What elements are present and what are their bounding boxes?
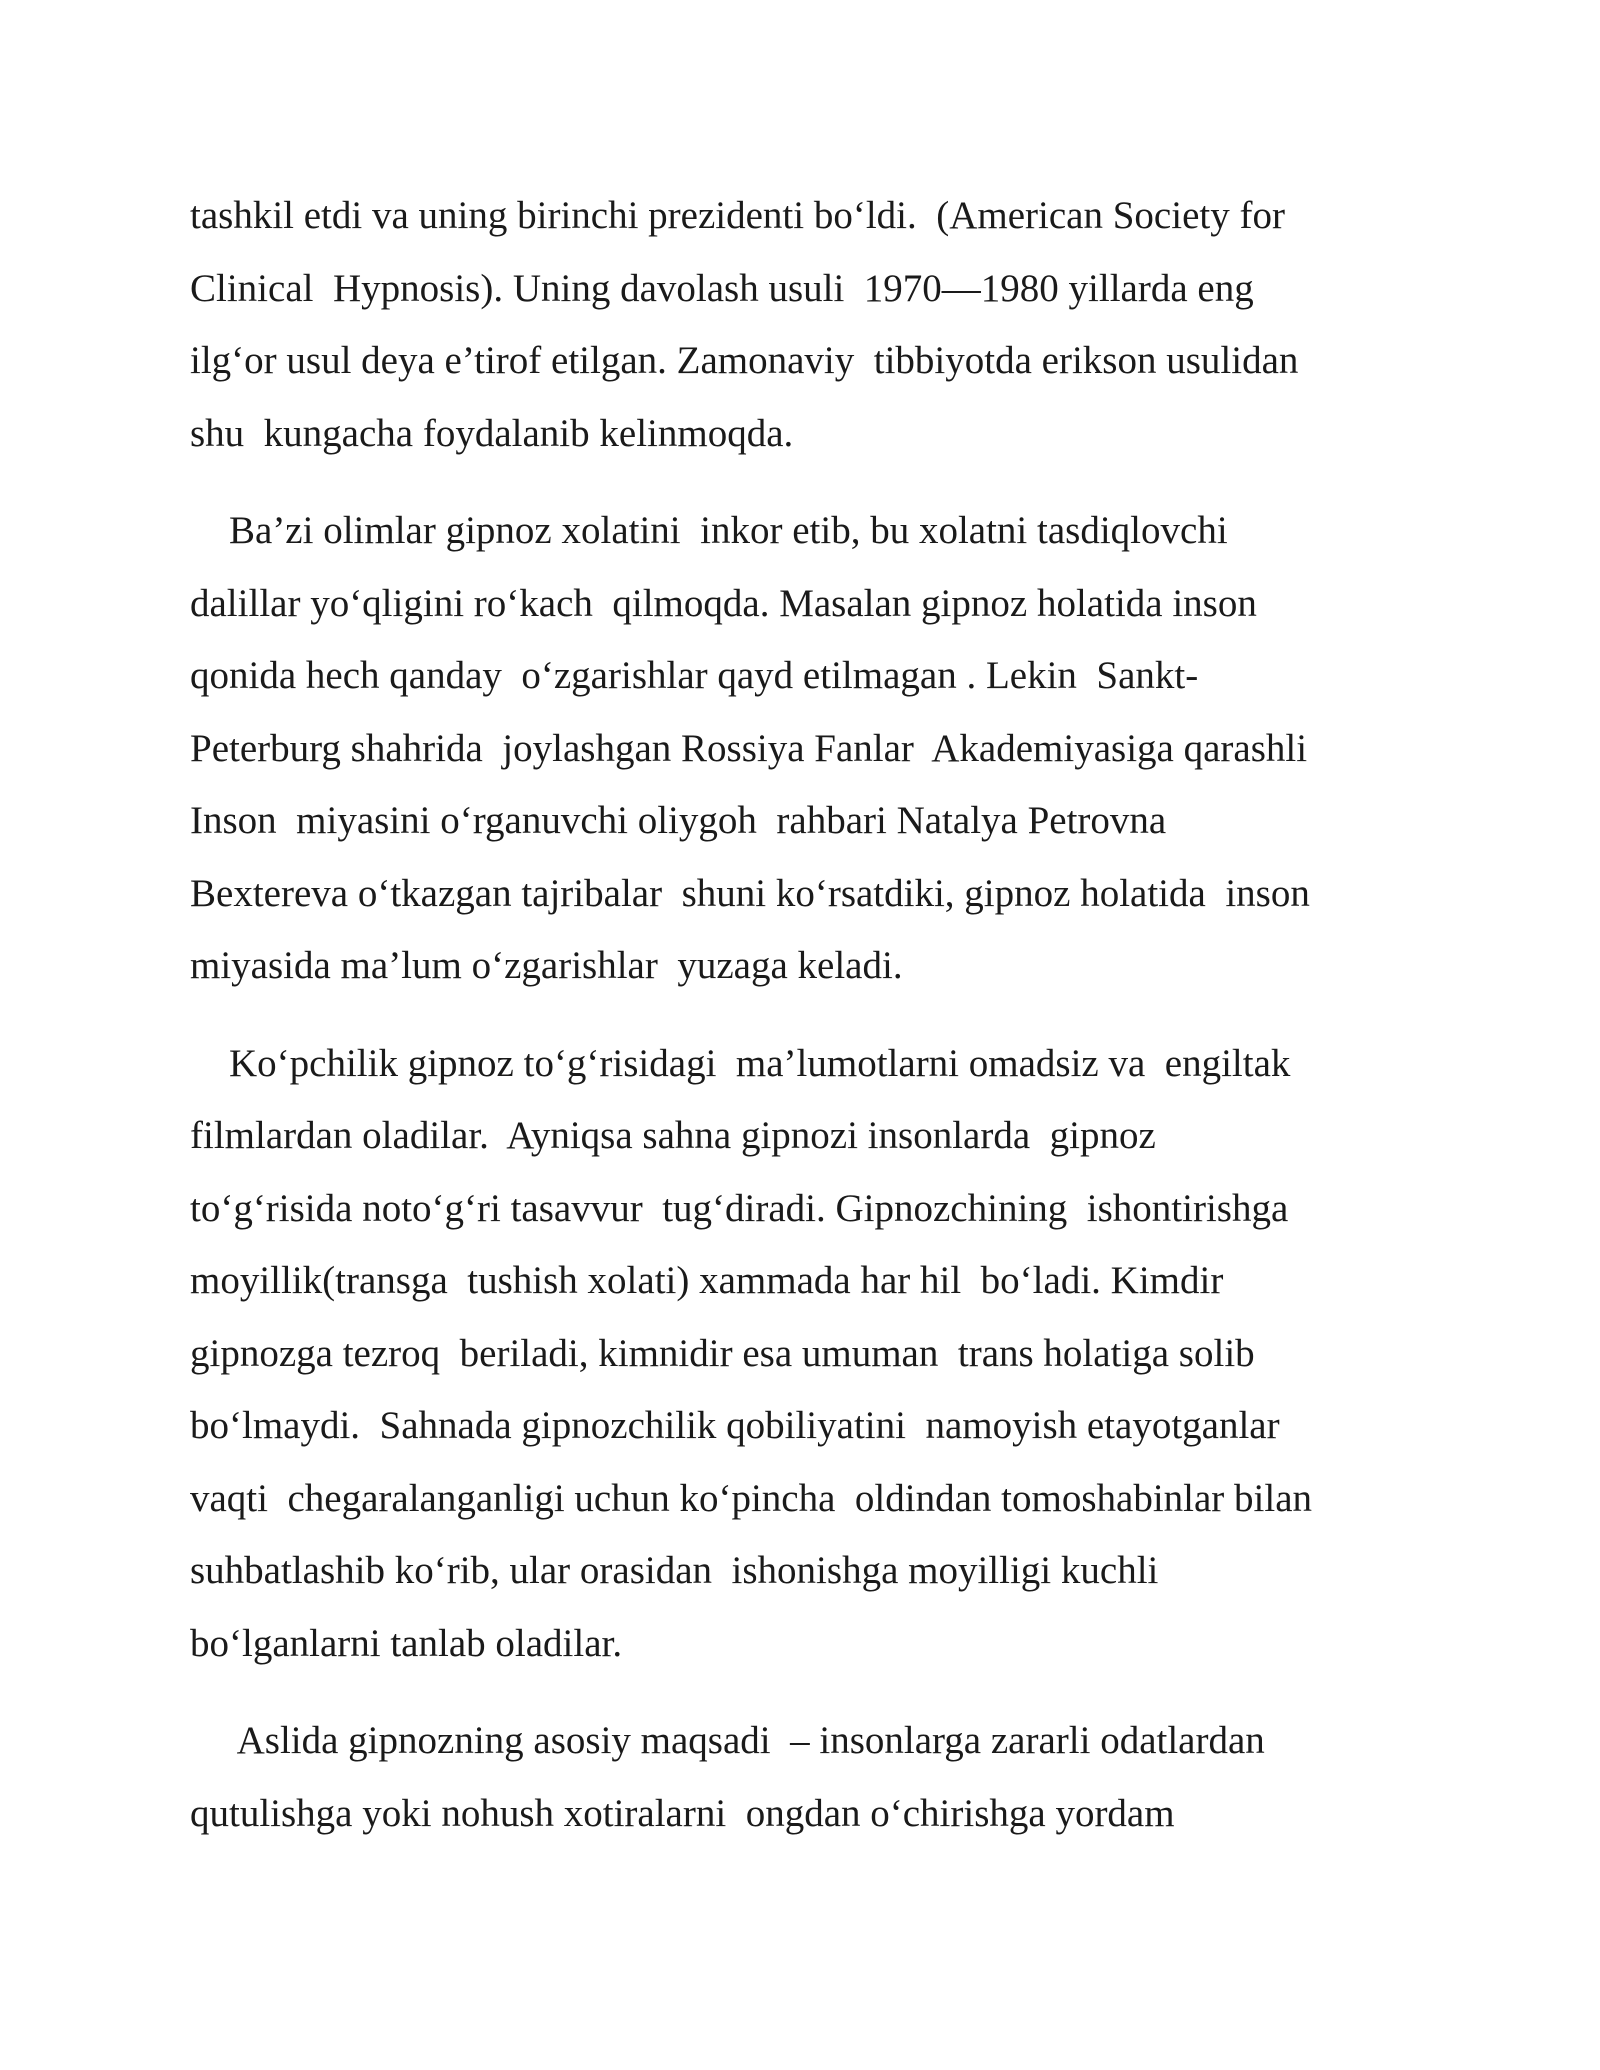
text-line: gipnozga tezroq beriladi, kimnidir esa umuman trans holatiga solib (190, 1331, 1255, 1375)
text-line: shu kungacha foydalanib kelinmoqda. (190, 411, 794, 455)
text-line: bo‘lmaydi. Sahnada gipnozchilik qobiliyatini namoyish etayotganlar (190, 1404, 1280, 1447)
text-line: to‘g‘risida noto‘g‘ri tasavvur tug‘diradi. Gipnozchining ishontirishga (190, 1186, 1289, 1230)
paragraph-4 (190, 1705, 1430, 1850)
text-line: Inson miyasini o‘rganuvchi oliygoh rahbari Natalya Petrovna (190, 799, 1167, 842)
text-line: Aslida gipnozning asosiy maqsadi – insonlarga zararli odatlardan (190, 1719, 1265, 1762)
text-line: filmlardan oladilar. Ayniqsa sahna gipnozi insonlarda gipnoz (190, 1114, 1156, 1157)
paragraph-1 (190, 180, 1430, 470)
text-line: Bextereva o‘tkazgan tajribalar shuni ko‘rsatdiki, gipnoz holatida inson (190, 871, 1310, 915)
text-line: bo‘lganlarni tanlab oladilar. (190, 1621, 623, 1665)
text-line: ilg‘or usul deya e’tirof etilgan. Zamonaviy tibbiyotda erikson usulidan (190, 339, 1299, 382)
text-line: Ko‘pchilik gipnoz to‘g‘risidagi ma’lumotlarni omadsiz va engiltak (190, 1041, 1291, 1085)
text-line: qonida hech qanday o‘zgarishlar qayd etilmagan . Lekin Sankt- (190, 654, 1199, 697)
text-line: Clinical Hypnosis). Uning davolash usuli 1970—1980 yillarda eng (190, 266, 1254, 310)
text-line: tashkil etdi va uning birinchi prezidenti bo‘ldi. (American Society for (190, 194, 1285, 237)
text-line: qutulishga yoki nohush xotiralarni ongdan o‘chirishga yordam (190, 1791, 1175, 1835)
text-line: Peterburg shahrida joylashgan Rossiya Fanlar Akademiyasiga qarashli (190, 726, 1308, 770)
text-line: moyillik(transga tushish xolati) xammada har hil bo‘ladi. Kimdir (190, 1259, 1224, 1302)
paragraph-2 (190, 495, 1430, 1003)
paragraph-3 (190, 1028, 1430, 1681)
text-line: miyasida ma’lum o‘zgarishlar yuzaga keladi. (190, 944, 903, 987)
text-line: suhbatlashib ko‘rib, ular orasidan ishonishga moyilligi kuchli (190, 1549, 1159, 1592)
body-text (190, 180, 1430, 1850)
text-line: vaqti chegaralanganligi uchun ko‘pincha oldindan tomoshabinlar bilan (190, 1476, 1313, 1520)
text-line: Ba’zi olimlar gipnoz xolatini inkor etib, bu xolatni tasdiqlovchi (190, 509, 1228, 552)
text-line: dalillar yo‘qligini ro‘kach qilmoqda. Masalan gipnoz holatida inson (190, 581, 1257, 625)
